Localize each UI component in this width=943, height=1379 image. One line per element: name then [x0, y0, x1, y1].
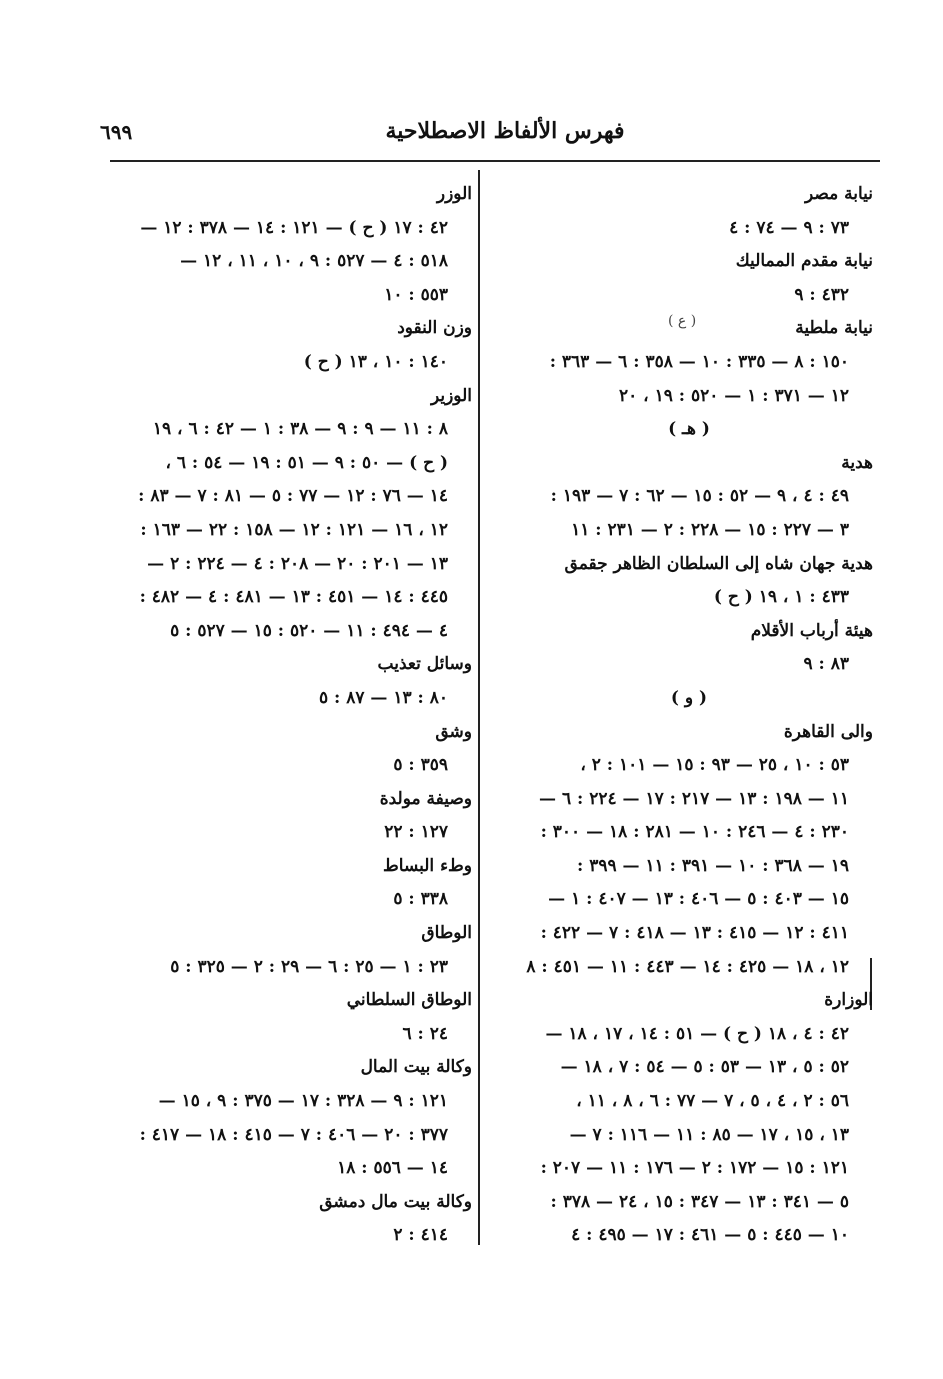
- index-entry-heading: وسائل تعذيب: [377, 654, 472, 675]
- index-entry-heading: الوزارة: [824, 990, 873, 1011]
- index-entry-references: ٣ — ٢٢٧ : ١٥ — ٢٢٨ : ٢ — ٢٣١ : ١١: [571, 519, 849, 540]
- right-column: [505, 178, 873, 1253]
- index-entry-references: ٤١٤ : ٢: [393, 1225, 448, 1246]
- index-entry-references: ١١ — ١٩٨ : ١٣ — ٢١٧ : ١٧ — ٢٢٤ : ٦ —: [539, 788, 849, 809]
- index-entry-heading: الوزير: [430, 385, 472, 406]
- index-entry-references: ٥٢ : ٥ ، ١٣ — ٥٣ : ٥ — ٥٤ : ٧ ، ١٨ —: [560, 1057, 849, 1078]
- marginal-annotation: ( ع ): [668, 313, 697, 329]
- index-entry-references: ١٤٠ : ١٠ ، ١٣ ( ح ): [303, 351, 448, 372]
- index-entry-references: ٤٣٢ : ٩: [794, 284, 849, 305]
- index-entry-references: ١٥ — ٤٠٣ : ٥ — ٤٠٦ : ١٣ — ٤٠٧ : ١ —: [548, 889, 849, 910]
- index-entry-references: ١٤ — ٧٦ : ١٢ — ٧٧ : ٥ — ٨١ : ٧ — ٨٣ :: [138, 486, 448, 507]
- index-entry-references: ١٢ ، ١٨ — ٤٢٥ : ١٤ — ٤٤٣ : ١١ — ٤٥١ : ٨: [526, 956, 849, 977]
- index-entry-references: ٤٤٥ : ١٤ — ٤٥١ : ١٣ — ٤٨١ : ٤ — ٤٨٢ :: [139, 587, 448, 608]
- index-entry-references: ١٢١ : ٩ — ٣٢٨ : ١٧ — ٣٧٥ : ٩ ، ١٥ —: [158, 1091, 448, 1112]
- index-entry-references: ١٥٠ : ٨ — ٣٣٥ : ١٠ — ٣٥٨ : ٦ — ٣٦٣ :: [549, 351, 849, 372]
- index-entry-references: ٣٥٩ : ٥: [393, 755, 448, 776]
- index-entry-references: ٤ — ٤٩٤ : ١١ — ٥٢٠ : ١٥ — ٥٢٧ : ٥: [170, 620, 448, 641]
- index-entry-references: ٥١٨ : ٤ — ٥٢٧ : ٩ ، ١٠ ، ١١ ، ١٢ —: [180, 251, 448, 272]
- column-divider: [478, 170, 480, 1245]
- index-entry-heading: وزن النقود: [397, 318, 472, 339]
- index-entry-references: ٤١١ : ١٢ — ٤١٥ : ١٣ — ٤١٨ : ٧ — ٤٢٢ :: [540, 923, 849, 944]
- left-column: [100, 178, 472, 1253]
- index-entry-references: ١٠ — ٤٤٥ : ٥ — ٤٦١ : ١٧ — ٤٩٥ : ٤: [571, 1225, 849, 1246]
- running-title: فهرس الألفاظ الاصطلاحية: [385, 118, 625, 144]
- index-entry-references: ١٣ ، ١٥ ، ١٧ — ٨٥ : ١١ — ١١٦ : ٧ —: [569, 1124, 849, 1145]
- index-entry-references: ٢٣ : ١ — ٢٥ : ٦ — ٢٩ : ٢ — ٣٢٥ : ٥: [170, 956, 448, 977]
- index-entry-heading: هدية جهان شاه إلى السلطان الظاهر جقمق: [564, 553, 873, 574]
- index-entry-references: ٤٢ : ١٧ ( ح ) — ١٢١ : ١٤ — ٣٧٨ : ١٢ —: [140, 217, 448, 238]
- index-entry-heading: نيابة مصر: [804, 184, 873, 204]
- index-entry-references: ١٤ — ٥٥٦ : ١٨: [337, 1158, 448, 1179]
- index-entry-references: ٨ : ١١ — ٩ : ٩ — ٣٨ : ١ — ٤٢ : ٦ ، ١٩: [152, 419, 448, 440]
- index-entry-heading: وكالة بيت المال: [360, 1057, 472, 1078]
- index-entry-references: ٢٣٠ : ٤ — ٢٤٦ : ١٠ — ٢٨١ : ١٨ — ٣٠٠ :: [540, 822, 849, 843]
- index-entry-heading: هدية: [841, 452, 873, 473]
- index-entry-references: ٤٢ : ٤ ، ١٨ ( ح ) — ٥١ : ١٤ ، ١٧ ، ١٨ —: [545, 1023, 849, 1044]
- index-entry-heading: والى القاهرة: [783, 721, 873, 742]
- index-entry-references: ٨٠ : ١٣ — ٨٧ : ٥: [318, 687, 448, 708]
- index-entry-heading: وكالة بيت مال دمشق: [319, 1191, 472, 1212]
- index-entry-references: ٤٩ : ٤ ، ٩ — ٥٢ : ١٥ — ٦٢ : ٧ — ١٩٣ :: [550, 486, 849, 507]
- index-entry-references: ٣٣٨ : ٥: [393, 889, 448, 910]
- index-entry-references: ٥ — ٣٤١ : ١٣ — ٣٤٧ : ١٥ ، ٢٤ — ٣٧٨ :: [550, 1191, 849, 1212]
- index-entry-references: ١٢ — ٣٧١ : ١ — ٥٢٠ : ١٩ ، ٢٠: [618, 385, 849, 406]
- index-entry-heading: نيابة ملطية: [795, 318, 873, 339]
- index-entry-references: ١٢ ، ١٦ — ١٢١ : ١٢ — ١٥٨ : ٢٢ — ١٦٣ :: [140, 519, 448, 540]
- index-entry-heading: نيابة مقدم المماليك: [735, 251, 873, 272]
- index-entry-references: ٨٣ : ٩: [803, 654, 849, 675]
- index-entry-references: ٤٣٣ : ١ ، ١٩ ( ح ): [713, 587, 849, 608]
- index-entry-heading: وطء البساط: [383, 855, 472, 876]
- index-entry-heading: الوزر: [436, 184, 472, 204]
- index-entry-heading: هيئة أرباب الأقلام: [750, 620, 873, 641]
- index-entry-references: ٧٣ : ٩ — ٧٤ : ٤: [729, 217, 849, 238]
- header-rule: [110, 160, 880, 162]
- index-entry-references: ٥٣ : ١٠ ، ٢٥ — ٩٣ : ١٥ — ١٠١ : ٢ ،: [580, 755, 849, 776]
- letter-section-heading: ( هـ ): [668, 419, 710, 440]
- index-entry-references: ٣٧٧ : ٢٠ — ٤٠٦ : ٧ — ٤١٥ : ١٨ — ٤١٧ :: [139, 1124, 448, 1145]
- index-entry-heading: الوطاق: [421, 923, 472, 944]
- index-entry-references: ( ح ) — ٥٠ : ٩ — ٥١ : ١٩ — ٥٤ : ٦ ،: [165, 452, 448, 473]
- index-entry-references: ٥٦ : ٢ ، ٤ ، ٥ ، ٧ — ٧٧ : ٦ ، ٨ ، ١١ ،: [576, 1091, 849, 1112]
- index-entry-references: ١٣ — ٢٠١ : ٢٠ — ٢٠٨ : ٤ — ٢٢٤ : ٢ —: [147, 553, 448, 574]
- index-entry-heading: الوطاق السلطاني: [346, 990, 472, 1011]
- index-entry-references: ١٩ — ٣٦٨ : ١٠ — ٣٩١ : ١١ — ٣٩٩ :: [577, 855, 849, 876]
- letter-section-heading: ( و ): [670, 687, 708, 708]
- index-entry-references: ١٢١ : ١٥ — ١٧٢ : ٢ — ١٧٦ : ١١ — ٢٠٧ :: [540, 1158, 849, 1179]
- index-entry-heading: وشق: [435, 721, 472, 742]
- page-number: ٦٩٩: [100, 120, 133, 144]
- index-entry-references: ٥٥٣ : ١٠: [384, 284, 448, 305]
- index-entry-references: ١٢٧ : ٢٢: [384, 822, 448, 843]
- index-entry-references: ٢٤ : ٦: [402, 1023, 448, 1044]
- index-entry-heading: وصيفة مولدة: [379, 788, 472, 809]
